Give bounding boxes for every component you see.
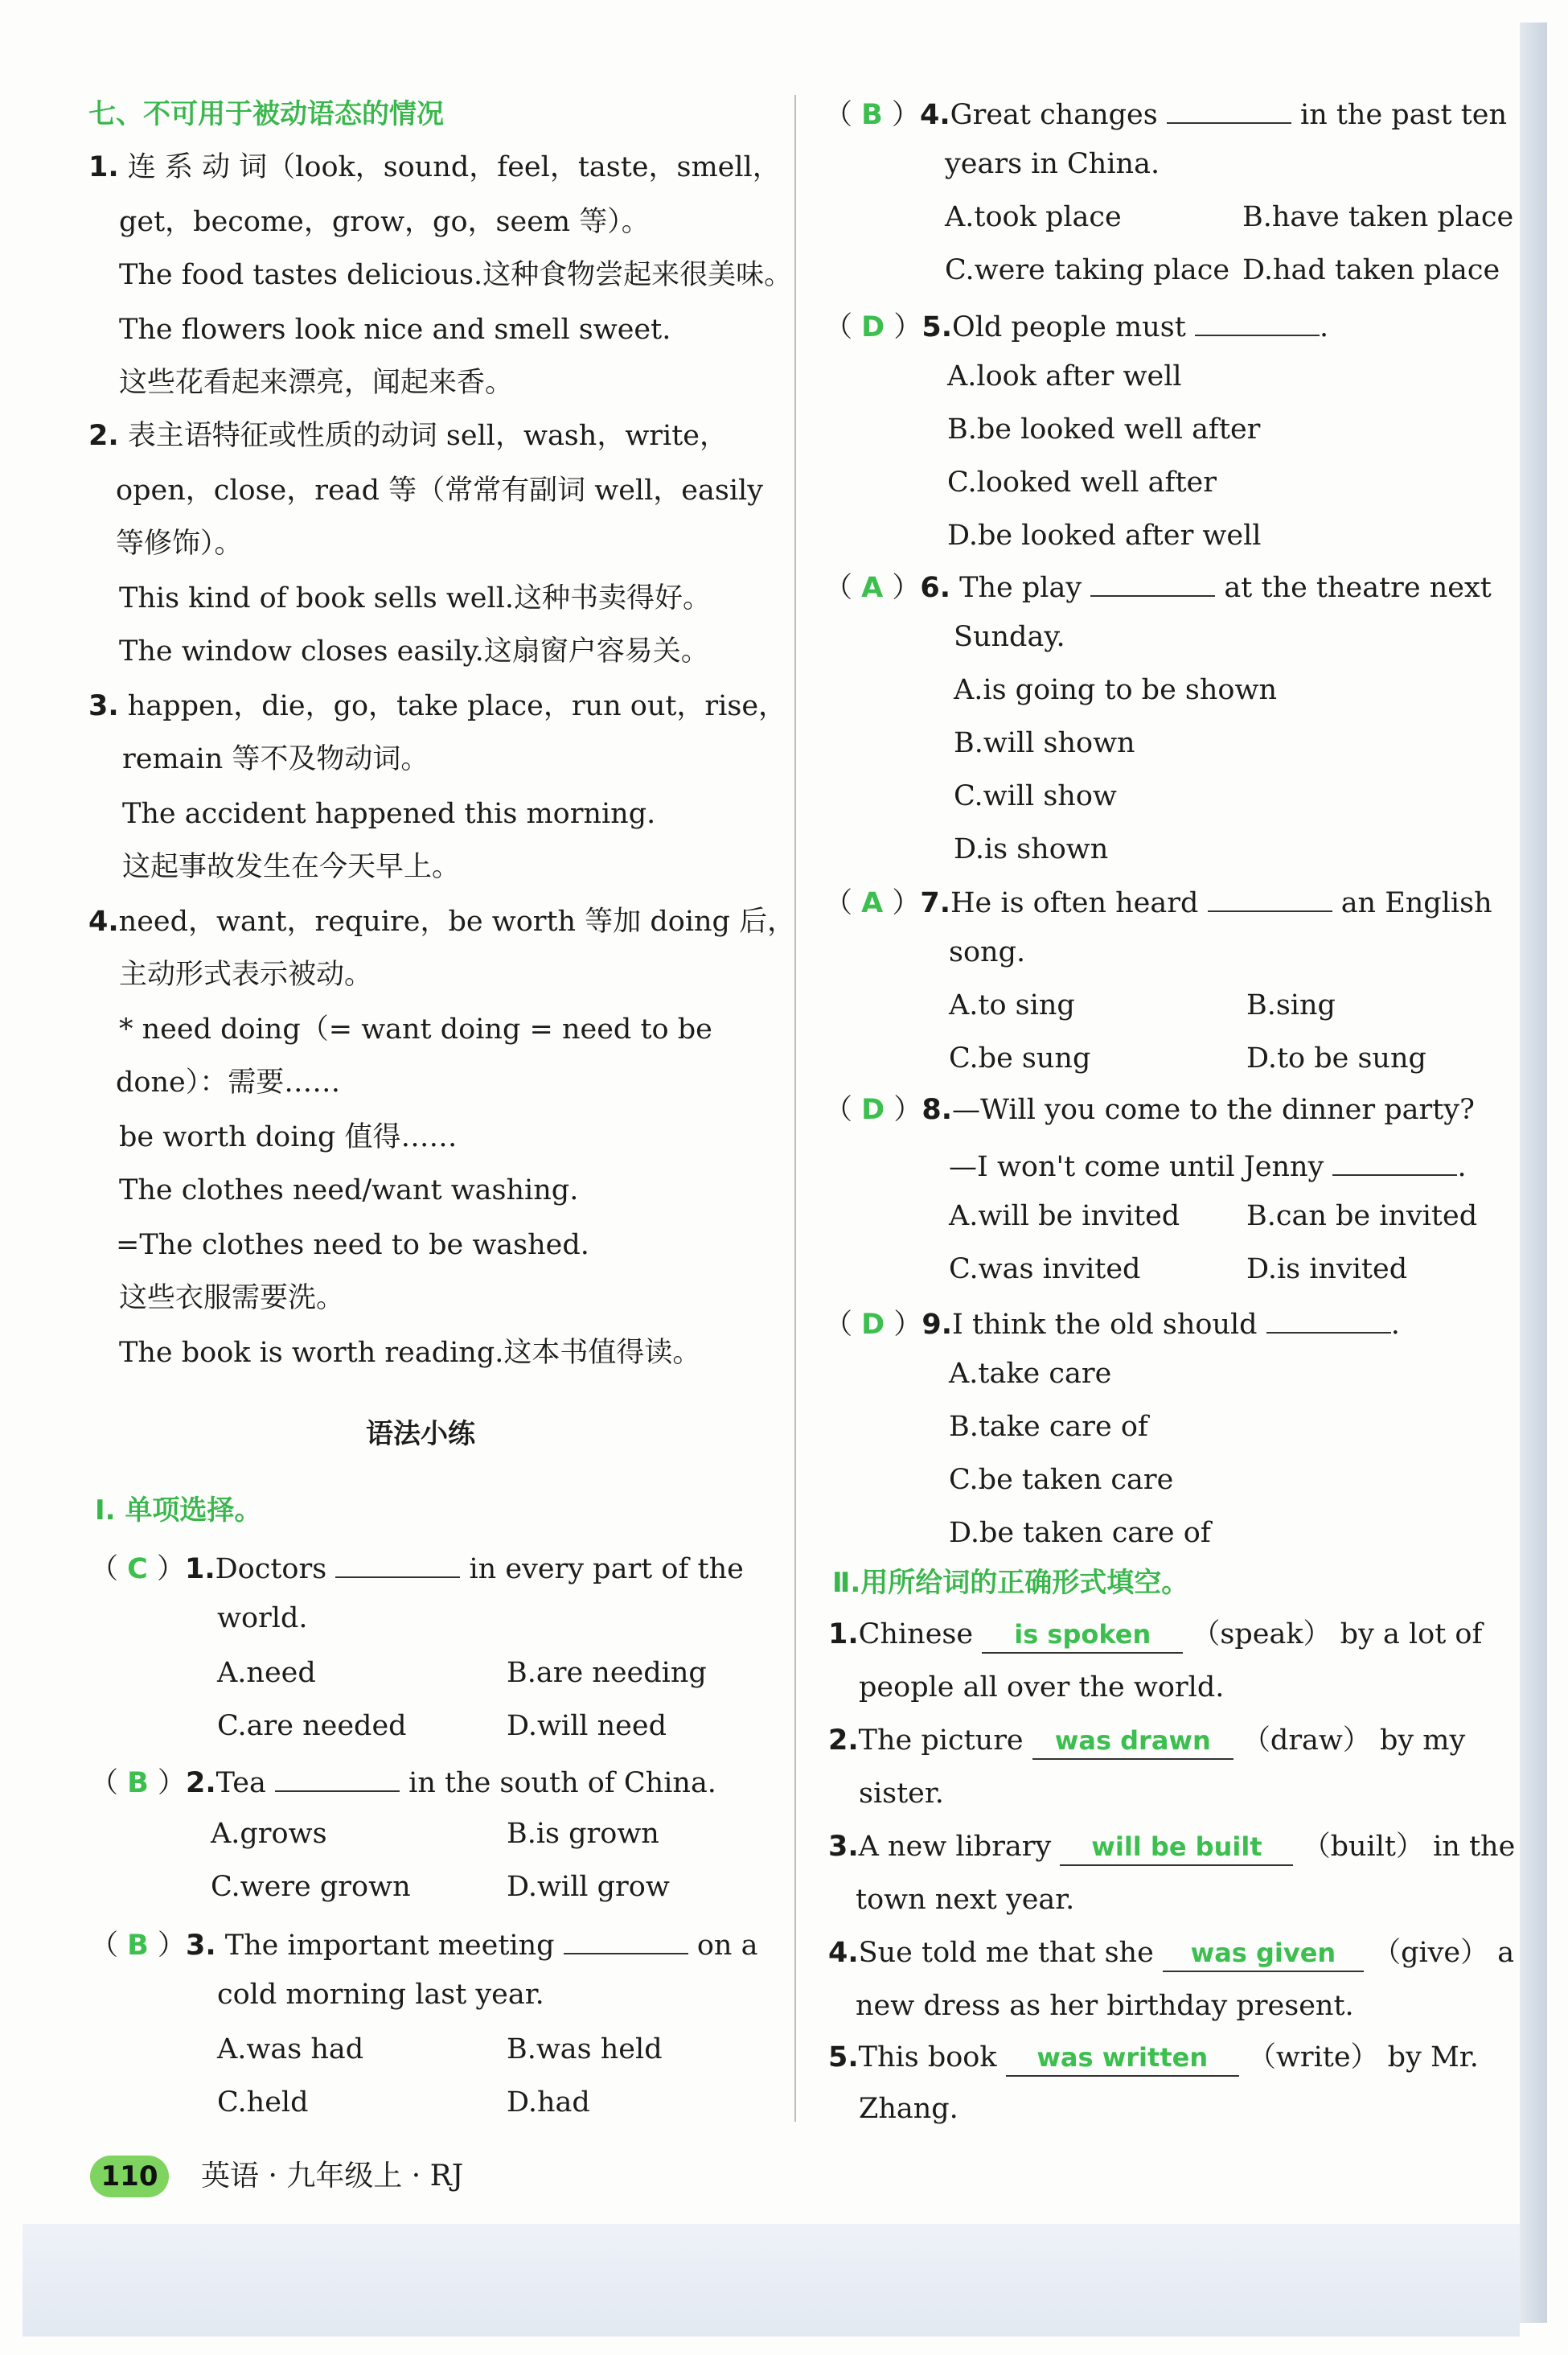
q8-option-d: D.is invited xyxy=(1246,1253,1408,1285)
text-segment: in every part of the xyxy=(469,1553,744,1585)
section-7-title: 七、不可用于被动语态的情况 xyxy=(88,98,444,130)
answer-letter: D xyxy=(861,1094,885,1126)
item-2-line-2: open，close，read 等（常常有副词 well，easily xyxy=(116,475,764,507)
q1-option-d: D.will need xyxy=(507,1710,667,1742)
item-3-line-2: remain 等不及物动词。 xyxy=(122,743,429,775)
page-edge-shadow xyxy=(1520,23,1547,2323)
question-5: （ D ）5.Old people must . xyxy=(824,306,1328,345)
page-number-badge: 110 xyxy=(90,2156,169,2197)
answer-blank xyxy=(1332,1145,1457,1176)
answer-blank xyxy=(1090,566,1215,597)
q2-option-c: C.were grown xyxy=(211,1871,411,1903)
q1-option-c: C.are needed xyxy=(217,1710,407,1742)
q9-option-d: D.be taken care of xyxy=(949,1517,1211,1549)
q5-option-c: C.looked well after xyxy=(947,466,1217,499)
text-segment: （speak） by a lot of xyxy=(1192,1618,1483,1650)
text-segment: （built） in the xyxy=(1302,1831,1516,1863)
question-7-line-2: song. xyxy=(949,936,1026,968)
item-number: 2. xyxy=(828,1724,859,1757)
text-segment: Sue told me that she xyxy=(858,1937,1154,1969)
answer-blank xyxy=(564,1924,688,1954)
item-number: 9. xyxy=(922,1309,952,1341)
q7-option-d: D.to be sung xyxy=(1246,1042,1426,1075)
book-info: 英语 · 九年级上 · RJ xyxy=(201,2160,464,2193)
q4-option-b: B.have taken place xyxy=(1242,201,1514,233)
q5-option-d: D.be looked after well xyxy=(947,520,1262,552)
q3-option-c: C.held xyxy=(217,2086,309,2119)
text-segment: He is often heard xyxy=(950,887,1199,919)
item-2-line-4: This kind of book sells well.这种书卖得好。 xyxy=(119,582,712,614)
answer-blank xyxy=(1208,882,1332,912)
q1-option-a: A.need xyxy=(217,1657,316,1689)
item-number: 5. xyxy=(922,311,952,343)
answer-letter: B xyxy=(127,1767,149,1799)
fill-2 xyxy=(828,1723,1465,1760)
part-2-title: Ⅱ.用所给词的正确形式填空。 xyxy=(832,1567,1189,1599)
text-segment: in the past ten xyxy=(1300,99,1508,131)
fill-3 xyxy=(828,1829,1515,1866)
answer-letter: B xyxy=(861,99,883,131)
item-number: 5. xyxy=(828,2041,859,2073)
item-3-line-4: 这起事故发生在今天早上。 xyxy=(122,851,461,883)
question-3: （ B ）3. The important meeting on a xyxy=(90,1924,757,1963)
q9-option-b: B.take care of xyxy=(949,1411,1148,1443)
q5-option-b: B.be looked well after xyxy=(947,413,1261,446)
item-number: 3. xyxy=(828,1831,859,1863)
item-4-line-2: 主动形式表示被动。 xyxy=(119,959,373,991)
text-segment: . xyxy=(1457,1151,1467,1183)
answer-letter: A xyxy=(861,572,884,604)
part-1-title: Ⅰ. 单项选择。 xyxy=(95,1494,262,1527)
text-segment: an English xyxy=(1340,887,1492,919)
q3-option-a: A.was had xyxy=(217,2033,364,2065)
item-4-line-1 xyxy=(88,904,795,939)
column-divider xyxy=(794,95,796,2122)
item-number: 3. xyxy=(185,1930,216,1962)
q8-option-c: C.was invited xyxy=(949,1253,1141,1285)
item-number: 6. xyxy=(920,572,951,604)
item-4-line-4: done）：需要…… xyxy=(116,1067,341,1099)
q7-option-c: C.be sung xyxy=(949,1042,1091,1075)
q8-option-a: A.will be invited xyxy=(949,1200,1180,1232)
q6-option-b: B.will shown xyxy=(954,727,1135,759)
item-number: 3. xyxy=(88,690,119,722)
answer-blank xyxy=(1167,93,1291,124)
q7-option-b: B.sing xyxy=(1246,989,1336,1021)
question-1-line-2: world. xyxy=(217,1602,308,1634)
item-number: 2. xyxy=(88,420,119,452)
text-segment: （write） by Mr. xyxy=(1247,2041,1479,2073)
fill-1-line-2: people all over the world. xyxy=(859,1671,1225,1704)
fill-1 xyxy=(828,1617,1482,1654)
question-8-line-2 xyxy=(949,1145,1467,1185)
q6-option-a: A.is going to be shown xyxy=(954,674,1278,706)
text-segment: The picture xyxy=(858,1724,1024,1757)
practice-title: 语法小练 xyxy=(366,1418,475,1450)
q4-option-d: D.had taken place xyxy=(1242,254,1500,286)
item-2-line-3: 等修饰）。 xyxy=(116,528,243,560)
item-4-line-7: =The clothes need to be washed. xyxy=(116,1229,589,1261)
text-segment: Great changes xyxy=(950,99,1158,131)
text-segment: —I won't come until Jenny xyxy=(949,1151,1324,1183)
item-1-line-1 xyxy=(88,150,781,185)
fill-4-line-2: new dress as her birthday present. xyxy=(856,1990,1354,2022)
text-segment: A new library xyxy=(858,1831,1052,1863)
bottom-band xyxy=(23,2224,1520,2337)
item-number: 1. xyxy=(88,151,119,183)
fill-4 xyxy=(828,1935,1514,1972)
item-1-line-2: get，become，grow，go，seem 等）。 xyxy=(119,206,650,238)
item-number: 7. xyxy=(920,887,951,919)
q2-option-d: D.will grow xyxy=(507,1871,670,1903)
answer-blank xyxy=(335,1547,460,1578)
text-segment: Chinese xyxy=(858,1618,974,1650)
answer-letter: A xyxy=(861,887,884,919)
fill-5-answer: was written xyxy=(1006,2040,1239,2077)
item-4-line-8: 这些衣服需要洗。 xyxy=(119,1282,345,1314)
q3-option-d: D.had xyxy=(507,2086,590,2119)
question-1: （ C ）1.Doctors in every part of the xyxy=(90,1547,744,1587)
item-2-line-1 xyxy=(88,418,728,454)
item-4-line-9: The book is worth reading.这本书值得读。 xyxy=(119,1337,701,1369)
fill-4-answer: was given xyxy=(1163,1935,1364,1972)
text-segment: need，want，require，be worth 等加 doing 后， xyxy=(118,906,796,938)
item-4-line-5: be worth doing 值得…… xyxy=(119,1121,458,1153)
text-segment: （give） a xyxy=(1373,1937,1515,1969)
item-4-line-3: * need doing（= want doing = need to be xyxy=(119,1013,712,1046)
answer-letter: D xyxy=(861,311,885,343)
q2-option-b: B.is grown xyxy=(507,1818,659,1850)
question-3-line-2: cold morning last year. xyxy=(217,1979,544,2011)
text-segment: happen，die，go，take place，run out，rise， xyxy=(127,690,787,722)
q2-option-a: A.grows xyxy=(211,1818,327,1850)
q7-option-a: A.to sing xyxy=(949,989,1075,1021)
text-segment: . xyxy=(1390,1309,1400,1341)
question-4: （ B ）4.Great changes in the past ten xyxy=(824,93,1507,133)
text-segment: —Will you come to the dinner party? xyxy=(952,1094,1475,1126)
text-segment: Doctors xyxy=(215,1553,327,1585)
text-segment: 连 系 动 词（look，sound，feel，taste，smell， xyxy=(127,151,781,183)
fill-2-answer: was drawn xyxy=(1032,1723,1233,1760)
q9-option-c: C.be taken care xyxy=(949,1464,1174,1496)
text-segment: This book xyxy=(858,2041,997,2073)
item-3-line-3: The accident happened this morning. xyxy=(122,798,656,830)
text-segment: on a xyxy=(696,1930,758,1962)
question-7: （ A ）7.He is often heard an English xyxy=(824,882,1492,921)
answer-blank xyxy=(275,1761,400,1792)
fill-2-line-2: sister. xyxy=(859,1778,944,1810)
text-segment: The play xyxy=(959,572,1082,604)
text-segment: （draw） by my xyxy=(1242,1724,1466,1757)
item-number: 8. xyxy=(922,1094,952,1126)
text-segment: 表主语特征或性质的动词 sell，wash，write， xyxy=(127,420,728,452)
question-8: （ D ）8.—Will you come to the dinner party? xyxy=(824,1094,1475,1126)
item-number: 1. xyxy=(184,1553,215,1585)
fill-3-answer: will be built xyxy=(1060,1829,1293,1866)
item-number: 4. xyxy=(88,906,119,938)
question-6-line-2: Sunday. xyxy=(954,621,1065,653)
text-segment: I think the old should xyxy=(952,1309,1258,1341)
item-1-line-5: 这些花看起来漂亮，闻起来香。 xyxy=(119,367,514,399)
item-number: 1. xyxy=(828,1618,859,1650)
q3-option-b: B.was held xyxy=(507,2033,663,2065)
item-1-line-3: The food tastes delicious.这种食物尝起来很美味。 xyxy=(119,259,793,291)
item-1-line-4: The flowers look nice and smell sweet. xyxy=(119,314,671,346)
question-2: （ B ）2.Tea in the south of China. xyxy=(90,1761,716,1801)
item-number: 4. xyxy=(828,1937,859,1969)
q9-option-a: A.take care xyxy=(949,1358,1112,1390)
item-number: 2. xyxy=(185,1767,216,1799)
fill-5 xyxy=(828,2040,1479,2077)
text-segment: Tea xyxy=(215,1767,266,1799)
answer-blank xyxy=(1195,306,1320,336)
q4-option-a: A.took place xyxy=(945,201,1122,233)
text-segment: Old people must xyxy=(952,311,1186,343)
fill-5-line-2: Zhang. xyxy=(859,2093,958,2125)
answer-letter: D xyxy=(861,1309,885,1341)
answer-blank xyxy=(1266,1303,1391,1334)
q6-option-d: D.is shown xyxy=(954,833,1109,865)
fill-3-line-2: town next year. xyxy=(856,1884,1075,1916)
q4-option-c: C.were taking place xyxy=(945,254,1230,286)
text-segment: . xyxy=(1319,311,1329,343)
text-segment: The important meeting xyxy=(224,1930,555,1962)
q1-option-b: B.are needing xyxy=(507,1657,707,1689)
item-3-line-1 xyxy=(88,688,786,724)
q8-option-b: B.can be invited xyxy=(1246,1200,1478,1232)
question-4-line-2: years in China. xyxy=(945,148,1160,180)
answer-letter: C xyxy=(127,1553,148,1585)
text-segment: in the south of China. xyxy=(408,1767,716,1799)
answer-letter: B xyxy=(127,1930,149,1962)
text-segment: at the theatre next xyxy=(1224,572,1492,604)
q5-option-a: A.look after well xyxy=(947,360,1182,392)
item-2-line-5: The window closes easily.这扇窗户容易关。 xyxy=(119,635,709,668)
question-6: （ A ）6. The play at the theatre next xyxy=(824,566,1492,606)
fill-1-answer: is spoken xyxy=(982,1617,1183,1654)
item-number: 4. xyxy=(919,99,950,131)
question-9: （ D ）9.I think the old should . xyxy=(824,1303,1400,1342)
q6-option-c: C.will show xyxy=(954,780,1117,812)
item-4-line-6: The clothes need/want washing. xyxy=(119,1174,579,1206)
